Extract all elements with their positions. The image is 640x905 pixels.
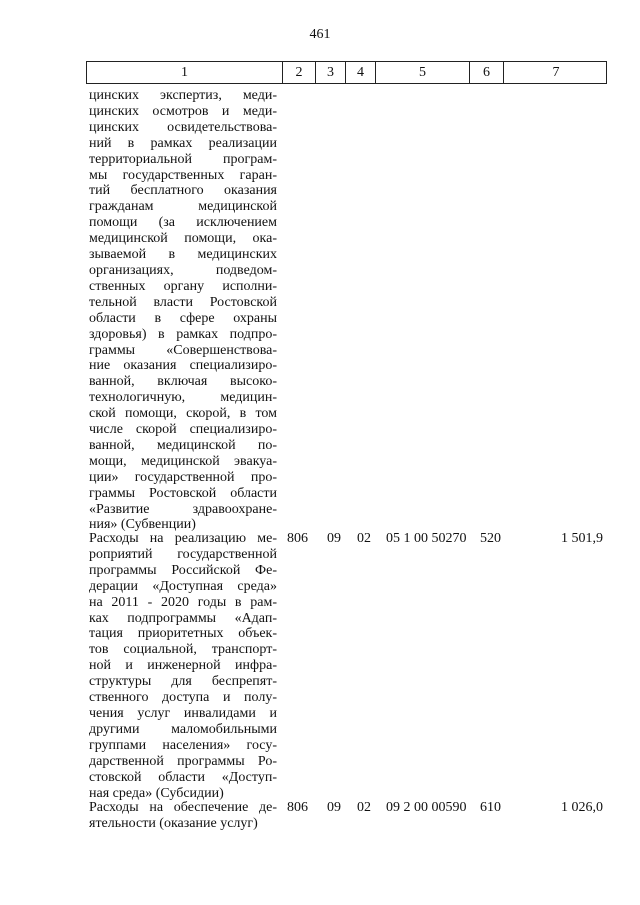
description-line: мы государственных гаран- bbox=[89, 167, 277, 183]
description-line: структуры для беспрепят- bbox=[89, 674, 277, 690]
cell-col-7: 1 026,0 bbox=[561, 800, 603, 815]
description-line: программы Российской Фе- bbox=[89, 562, 277, 578]
description-line: чения услуг инвалидами и bbox=[89, 705, 277, 721]
header-col-5: 5 bbox=[376, 62, 470, 83]
cell-col-4: 02 bbox=[357, 800, 371, 815]
description-line: ках подпрограммы «Адап- bbox=[89, 610, 277, 626]
cell-col-2: 806 bbox=[287, 800, 308, 815]
description-line: тов социальной, транспорт- bbox=[89, 642, 277, 658]
table-header bbox=[86, 61, 607, 84]
description-line: ние оказания специализиро- bbox=[89, 358, 277, 374]
description-line: здоровья) в рамках подпро- bbox=[89, 326, 277, 342]
cell-col-5: 09 2 00 00590 bbox=[386, 800, 467, 815]
description-line: медицинской помощи, ока- bbox=[89, 231, 277, 247]
description-line: тация приоритетных объек- bbox=[89, 626, 277, 642]
description-line: ции» государственной про- bbox=[89, 469, 277, 485]
description-line: тельной власти Ростовской bbox=[89, 294, 277, 310]
description-line: ственных органу исполни- bbox=[89, 278, 277, 294]
description-line: ная среда» (Субсидии) bbox=[89, 785, 224, 801]
description-line: ятельности (оказание услуг) bbox=[89, 815, 258, 831]
header-col-4: 4 bbox=[346, 62, 376, 83]
description-line: ванной, включая высоко- bbox=[89, 374, 277, 390]
cell-col-5: 05 1 00 50270 bbox=[386, 531, 467, 546]
page-number: 461 bbox=[309, 27, 331, 42]
description-line: ской помощи, скорой, в том bbox=[89, 406, 277, 422]
description-line: граммы «Совершенствова- bbox=[89, 342, 277, 358]
description-line: стовской области «Доступ- bbox=[89, 769, 277, 785]
description-line: цинских экспертиз, меди- bbox=[89, 88, 277, 103]
header-col-2: 2 bbox=[283, 62, 316, 83]
description-line: территориальной програм- bbox=[89, 151, 277, 167]
description-line: дерации «Доступная среда» bbox=[89, 578, 277, 594]
header-col-7: 7 bbox=[552, 65, 560, 80]
header-col-6: 6 bbox=[470, 62, 504, 83]
cell-col-6: 520 bbox=[480, 531, 501, 546]
cell-col-4: 02 bbox=[357, 531, 371, 546]
description-line: Расходы на реализацию ме- bbox=[89, 531, 277, 546]
description-line: гражданам медицинской bbox=[89, 199, 277, 215]
description-line: числе скорой специализиро- bbox=[89, 422, 277, 438]
description-line: зываемой в медицинских bbox=[89, 247, 277, 263]
description-line: другими маломобильными bbox=[89, 721, 277, 737]
description-line: ственного доступа и полу- bbox=[89, 690, 277, 706]
description-line: на 2011 - 2020 годы в рам- bbox=[89, 594, 277, 610]
description-line: Расходы на обеспечение де- bbox=[89, 800, 277, 815]
description-line: роприятий государственной bbox=[89, 546, 277, 562]
description-line: цинских освидетельствова- bbox=[89, 119, 277, 135]
description-line: «Развитие здравоохране- bbox=[89, 501, 277, 517]
description-line: группами населения» госу- bbox=[89, 737, 277, 753]
description-line: технологичную, медицин- bbox=[89, 390, 277, 406]
header-col-3: 3 bbox=[316, 62, 346, 83]
row-description bbox=[89, 88, 277, 533]
cell-col-3: 09 bbox=[327, 800, 341, 815]
description-line: ванной, медицинской по- bbox=[89, 437, 277, 453]
description-line: цинских осмотров и меди- bbox=[89, 103, 277, 119]
row-description bbox=[89, 531, 277, 801]
description-line: ной и инженерной инфра- bbox=[89, 658, 277, 674]
description-line: организациях, подведом- bbox=[89, 262, 277, 278]
cell-col-6: 610 bbox=[480, 800, 501, 815]
row-description bbox=[89, 800, 277, 832]
cell-col-2: 806 bbox=[287, 531, 308, 546]
description-line: граммы Ростовской области bbox=[89, 485, 277, 501]
description-line: тий бесплатного оказания bbox=[89, 183, 277, 199]
description-line: помощи (за исключением bbox=[89, 215, 277, 231]
description-line: ний в рамках реализации bbox=[89, 135, 277, 151]
description-line: области в сфере охраны bbox=[89, 310, 277, 326]
description-line: мощи, медицинской эвакуа- bbox=[89, 453, 277, 469]
cell-col-7: 1 501,9 bbox=[561, 531, 603, 546]
cell-col-3: 09 bbox=[327, 531, 341, 546]
description-line: дарственной программы Ро- bbox=[89, 753, 277, 769]
header-col-1: 1 bbox=[87, 62, 283, 83]
description-line: ния» (Субвенции) bbox=[89, 517, 196, 533]
